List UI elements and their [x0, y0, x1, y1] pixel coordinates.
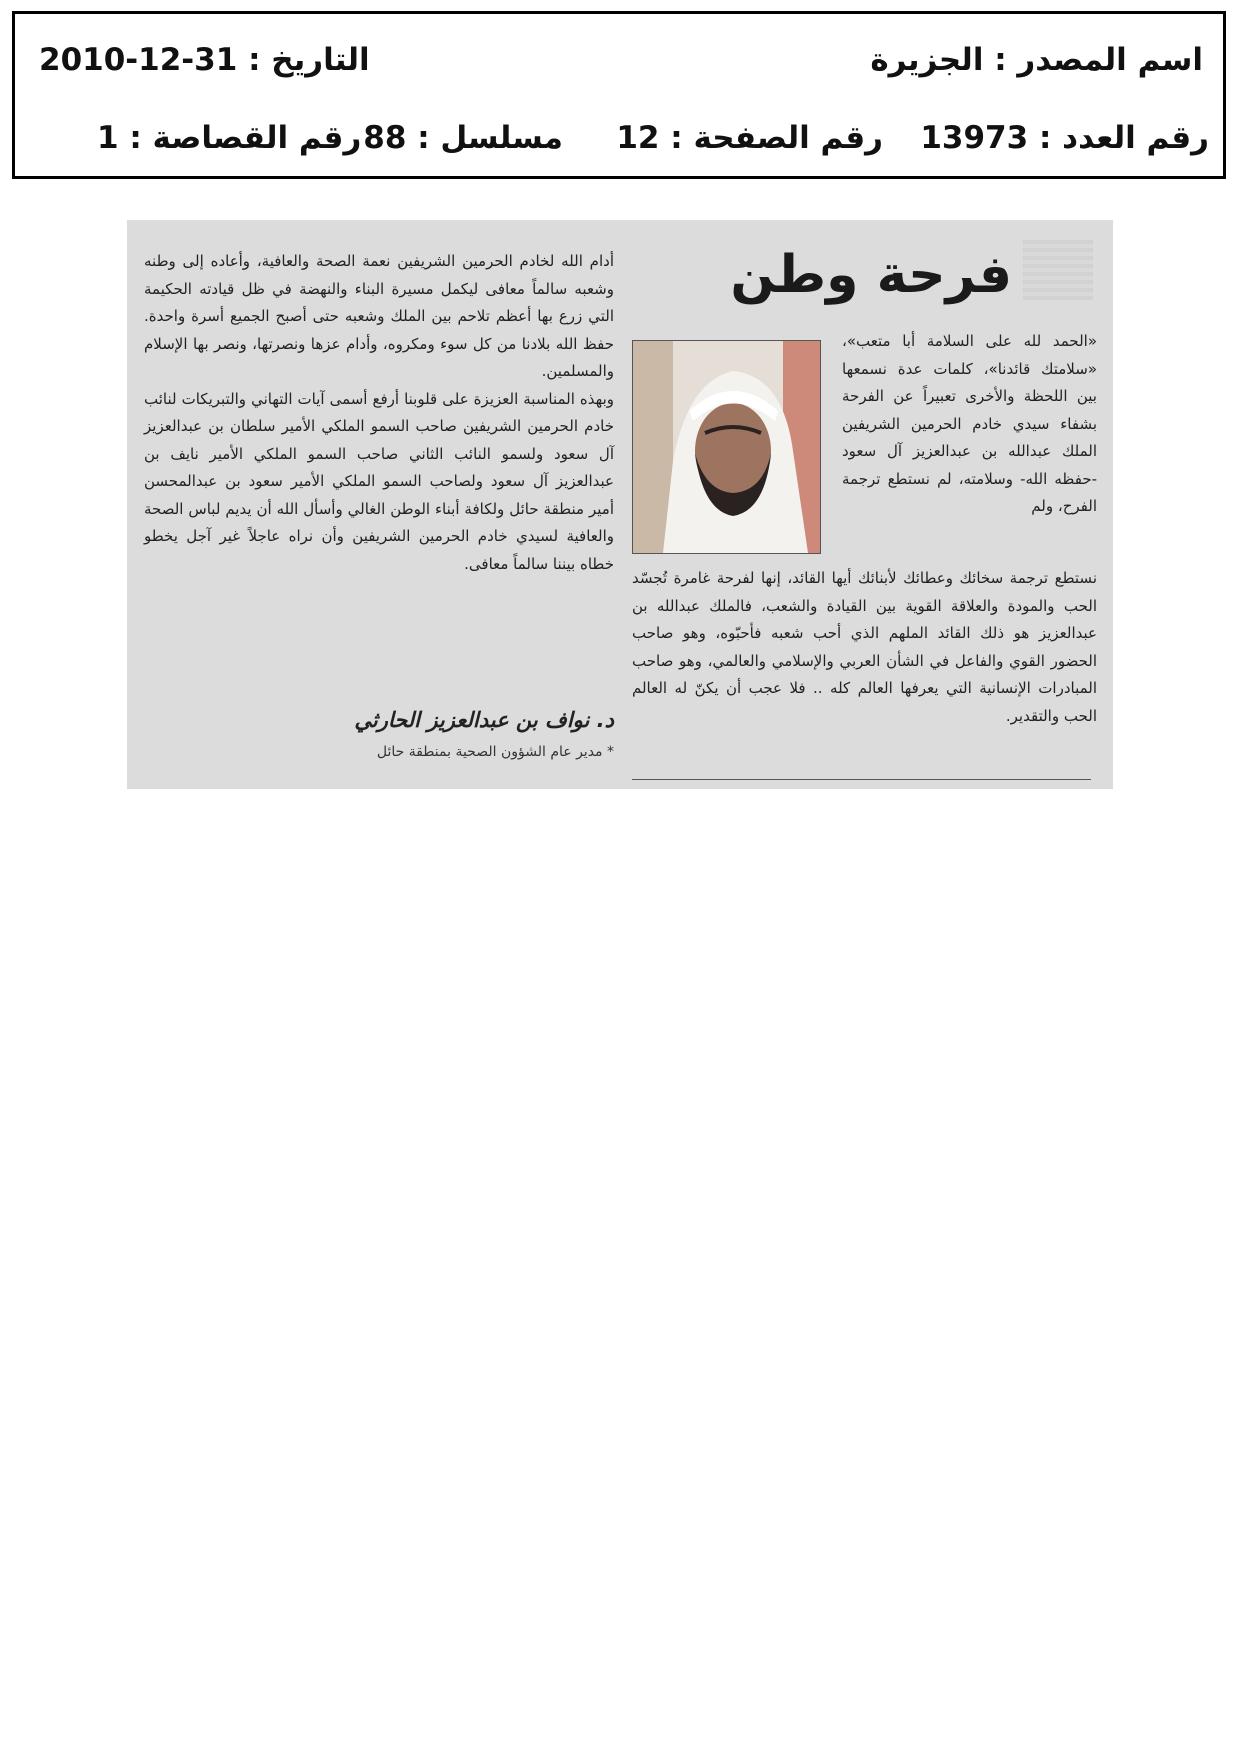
page-number: رقم الصفحة : 12 [616, 120, 883, 156]
author-position: * مدير عام الشؤون الصحية بمنطقة حائل [376, 744, 614, 760]
bottom-divider [632, 779, 1091, 780]
issue-number: رقم العدد : 13973 [920, 120, 1209, 156]
article-continued-text: نستطع ترجمة سخائك وعطائك لأبنائك أيها القائد، إنها لفرحة غامرة تُجسّد الحب والمودة والعلاقة القوية بين القيادة والشعب، فالملك عبدالله بن عبدالعزيز هو ذلك القائد الملهم الذي أحب شعبه فأحبّوه، وهو صاحب الحضور القوي والفاعل في الشأن العربي والإسلامي والعالمي، وهو صاحب المبادرات الإنسانية التي يعرفها العالم كله .. فلا عجب أن يكنّ له العالم الحب والتقدير. [632, 569, 1097, 725]
author-name: د. نواف بن عبدالعزيز الحارثي [354, 708, 614, 732]
article-column-left [144, 248, 614, 678]
bleed-through-texture [1023, 240, 1093, 300]
article-paragraph: وبهذه المناسبة العزيزة على قلوبنا أرفع أسمى آيات التهاني والتبريكات لنائب خادم الحرمين الشريفين صاحب السمو الملكي الأمير سلطان بن عبدالعزيز آل سعود ولسمو النائب الثاني صاحب السمو الملكي الأمير نايف بن عبدالعزيز آل سعود ولصاحب السمو الملكي الأمير سعود بن عبدالمحسن أمير منطقة حائل ولكافة أبناء الوطن الغالي وأسأل الله أن يديم لباس الصحة والعافية لسيدي خادم الحرمين الشريفين وأن نراه عاجلاً غير آجل يخطو خطاه بيننا سالماً معافى. [144, 389, 614, 573]
newspaper-clipping [127, 220, 1113, 789]
article-paragraph: أدام الله لخادم الحرمين الشريفين نعمة الصحة والعافية، وأعاده إلى وطنه وشعبه سالماً معافى ليكمل مسيرة البناء والنهضة في ظل قيادته الحكيمة التي زرع بها أعظم تلاحم بين الملك وشعبه حتى أصبح الجميع أسرة واحدة. حفظ الله بلادنا من كل سوء ومكروه، وأدام عزها ونصرتها، ونصر بها الإسلام والمسلمين. [144, 252, 614, 380]
article-headline: فرحة وطن [730, 245, 1012, 305]
article-column-right [842, 328, 1097, 568]
clipping-header [12, 11, 1226, 179]
portrait-image [633, 341, 820, 553]
article-intro: «الحمد لله على السلامة أبا متعب»، «سلامتك قائدنا»، كلمات عدة نسمعها بين اللحظة والأخرى تعبيراً عن الفرحة بشفاء سيدي خادم الحرمين الشريفين الملك عبدالله بن عبدالعزيز آل سعود -حفظه الله- وسلامته، لم نستطع ترجمة الفرح، ولم [842, 332, 1097, 515]
article-column-continued [632, 565, 1097, 745]
serial-number: مسلسل : 88 [363, 120, 563, 156]
author-photo [632, 340, 821, 554]
publication-date: التاريخ : 31-12-2010 [39, 42, 370, 78]
clip-number: رقم القصاصة : 1 [97, 120, 362, 156]
source-name: اسم المصدر : الجزيرة [870, 42, 1203, 78]
